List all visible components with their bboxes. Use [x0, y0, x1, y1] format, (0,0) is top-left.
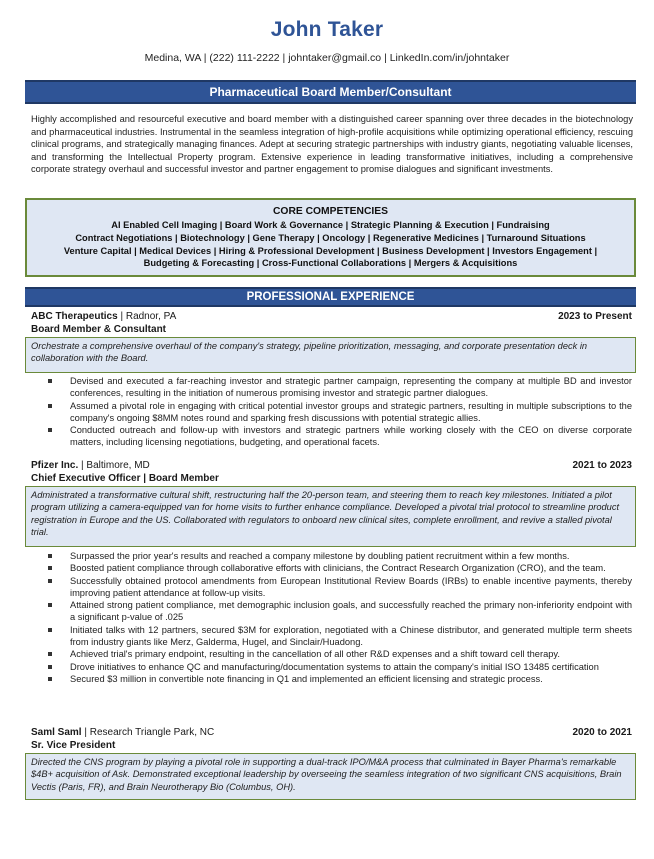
company-name: Saml Saml	[31, 727, 82, 738]
job-header	[31, 459, 632, 472]
job-description: Directed the CNS program by playing a pivotal role in supporting a dual-track IPO/M&A process that culminated in Bayer Pharma's remarkable $4B+ acquisition of Ask. Demonstrated exceptional leadership by overseeing the seamless integration of two significant CNS acquisitions, Brain Vectis (Paris, FR), and Brain Neurotherapy Bio (Columbus, OH).	[25, 753, 636, 800]
job-description: Administrated a transformative cultural shift, restructuring half the 20-person team, and steering them to reach key milestones. Initiated a pilot program utilizing a camera-equipped van for home visits to further enhance compliance. Developed a pivotal trial protocol to streamline product registration in Europe and the US. Collaborated with regulators to onboard new clinical sites, complete enrollment, and revive a stalled pivotal trial.	[25, 486, 636, 547]
job-header	[31, 726, 632, 739]
job-employer	[31, 726, 214, 739]
competency-line: AI Enabled Cell Imaging | Board Work & Governance | Strategic Planning & Execution | Fundraising	[111, 220, 550, 230]
list-item: Surpassed the prior year's results and reached a company milestone by doubling patient recruitment within a few months.	[48, 550, 632, 562]
contact-line: Medina, WA | (222) 111-2222 | johntaker@gmail.co | LinkedIn.com/in/johntaker	[144, 52, 510, 64]
job-dates: 2020 to 2021	[572, 727, 632, 738]
candidate-name: John Taker	[270, 18, 384, 41]
job-dates: 2021 to 2023	[572, 460, 632, 471]
job-role: Sr. Vice President	[31, 740, 116, 751]
list-item: Achieved trial's primary endpoint, resulting in the cancellation of all other R&D expenses and a shift toward cell therapy.	[48, 648, 632, 660]
job-employer	[31, 459, 150, 472]
list-item: Assumed a pivotal role in engaging with critical potential investor groups and strategic partners, resulting in multiple subscriptions to the company's ongoing $8MM notes round and sparking fresh discussions with potential strategic allies.	[48, 400, 632, 425]
company-name: Pfizer Inc.	[31, 460, 79, 471]
list-item: Devised and executed a far-reaching investor and strategic partner campaign, representing the company at multiple BD and investor conferences, resulting in the initiation of numerous promising investor and strategic partner dialogues.	[48, 375, 632, 400]
job-employer	[31, 310, 176, 323]
job-bullets	[48, 375, 632, 449]
list-item: Secured $3 million in convertible note financing in Q1 and implemented an efficient licensing and strategic process.	[48, 673, 632, 685]
title-bar: Pharmaceutical Board Member/Consultant	[25, 80, 636, 104]
list-item: Drove initiatives to enhance QC and manufacturing/documentation systems to attain the company's initial ISO 13485 certification	[48, 661, 632, 673]
company-location: | Research Triangle Park, NC	[81, 727, 215, 738]
list-item: Boosted patient compliance through collaborative efforts with clinicians, the Contract Research Organization (CRO), and the team.	[48, 562, 632, 574]
list-item: Initiated talks with 12 partners, secured $3M for exploration, negotiated with a Chinese distributor, and generated multiple term sheets from industry giants like Merz, Galderma, Hugel, and Sinclair/Huadong.	[48, 624, 632, 649]
summary-paragraph: Highly accomplished and resourceful executive and board member with a distinguished career spanning over three decades in the biotechnology and pharmaceutical industries. Instrumental in the seamless integration of high-profile acquisitions while optimizing operational efficiency, rescuing clinical programs, and strategically managing finances. Adept at securing strategic partnerships with industry giants, negotiating valuable licenses, and transforming the Intellectual Property program. Extensive experience in leading transformative initiatives, including a comprehensive corporate strategy overhaul and successful investor and partner engagement to promise dialogues and significant investments.	[31, 114, 633, 175]
core-competencies-heading: CORE COMPETENCIES	[273, 206, 388, 217]
company-location: | Radnor, PA	[117, 311, 177, 322]
job-dates: 2023 to Present	[558, 311, 632, 322]
list-item: Attained strong patient compliance, met demographic inclusion goals, and successfully reached the primary non-inferiority endpoint with a significant p-value of .025	[48, 599, 632, 624]
company-location: | Baltimore, MD	[78, 460, 150, 471]
company-name: ABC Therapeutics	[31, 311, 118, 322]
job-role: Chief Executive Officer | Board Member	[31, 473, 219, 484]
list-item: Successfully obtained protocol amendments from European Institutional Review Boards (IRBs) to enable incentive payments, thereby improving patient attendance at follow-up visits.	[48, 575, 632, 600]
competency-line: Venture Capital | Medical Devices | Hiring & Professional Development | Business Development | Investors Engagement |	[63, 245, 598, 256]
core-competencies-box	[25, 198, 636, 277]
competency-line: Contract Negotiations | Biotechnology | Gene Therapy | Oncology | Regenerative Medicines | Turnaround Situations	[75, 232, 586, 243]
job-bullets	[48, 550, 632, 685]
list-item: Conducted outreach and follow-up with investors and strategic partners while working closely with the CEO on diverse corporate matters, including licensing negotiations, budgeting, and operational facets.	[48, 424, 632, 449]
job-header	[31, 310, 632, 323]
job-role: Board Member & Consultant	[31, 324, 167, 335]
experience-heading-bar: PROFESSIONAL EXPERIENCE	[25, 287, 636, 307]
competency-line: Budgeting & Forecasting | Cross-Functional Collaborations | Mergers & Acquisitions	[143, 258, 518, 269]
job-description: Orchestrate a comprehensive overhaul of the company's strategy, pipeline prioritization, messaging, and corporate presentation deck in collaboration with the Board.	[25, 337, 636, 373]
